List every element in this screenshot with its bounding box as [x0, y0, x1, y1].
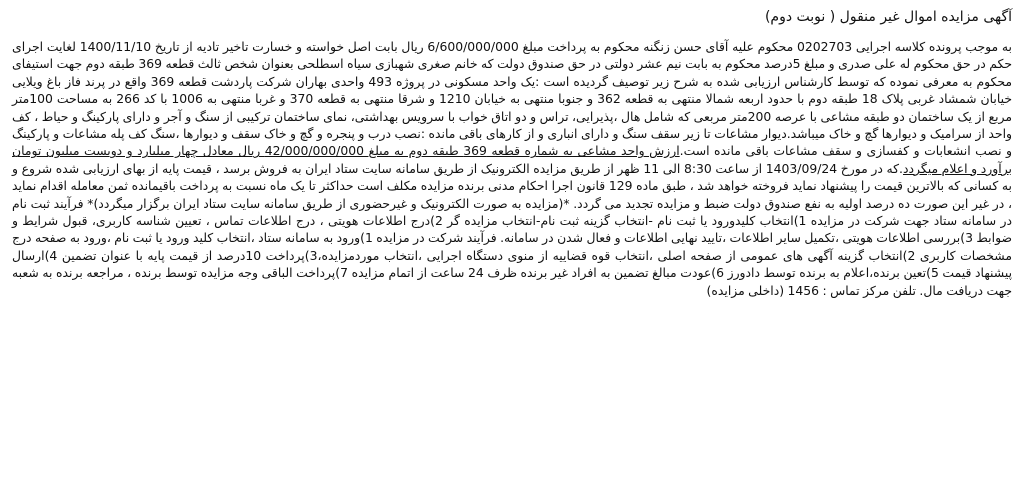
notice-title: آگهی مزایده اموال غیر منقول ( نوبت دوم)	[764, 9, 1012, 25]
notice-body-valuation: ارزش واحد مشاعی به شماره قطعه 369 طبقه دوم به مبلغ 42/000/000/000 ریال معادل چهار میلیارد و دویست میلیون تومان برآورد و اعلام میگردد	[12, 143, 1012, 176]
notice-body	[12, 38, 1012, 299]
notice-body-part2: .که در مورخ 1403/09/24 از ساعت 8:30 الی 11 ظهر از طریق مزایده الکترونیک از طریق سامانه سایت ستاد ایران به فروش برسد ، قیمت پایه از بهای ارزیابی شده شروع و به کسانی که بالاترین قیمت را پیشنهاد نماید فروخته خواهد شد ، طبق ماده 129 قانون اجرا احکام مدنی برنده مزایده مکلف است حداکثر تا یک ماه نسبت به پرداخت باقیمانده ثمن معامله اقدام نماید ، در غیر این صورت ده درصد اولیه به نفع صندوق دولت ضبط و مزایده تجدید می گردد. *(مزایده به صورت الکترونیک و غیرحضوری از طریق سامانه سایت ستاد ایران برگزار میگردد)* فرآیند ثبت نام در سامانه ستاد جهت شرکت در مزایده 1)انتخاب کلیدورود یا ثبت نام -انتخاب گزینه ثبت نام-انتخاب مزایده گر 2)درج اطلاعات هویتی ، درج اطلاعات تماس ، تعیین شناسه کاربری، قبول شرایط و ضوابط 3)بررسی اطلاعات هویتی ،تکمیل سایر اطلاعات ،تایید نهایی اطلاعات و فعال شدن در سامانه. فرآیند شرکت در مزایده 1)ورود به سامانه ستاد ،انتخاب کلید ورود یا ثبت نام ،ورود به صفحه درج مشخصات کاربری 2)انتخاب گزینه آگهی های عمومی از صفحه اصلی ،انتخاب قوه قضاییه از منوی دستگاه اجرایی ،انتخاب موردمزایده،3)پرداخت 10درصد از قیمت پایه با عنوان تضمین 4)ارسال پیشنهاد قیمت 5)تعین برنده،اعلام به برنده توسط دادورز 6)عودت مبالغ تضمین به افراد غیر برنده ظرف 24 ساعت از اتمام مزایده 7)پرداخت الباقی وجه مزایده توسط برنده ، مراجعه برنده به شعبه جهت دریافت مال. تلفن مرکز تماس : 1456 (داخلی مزایده)	[12, 160, 1013, 298]
notice-body-part1: به موجب پرونده کلاسه اجرایی 0202703 محکوم علیه آقای حسن زنگنه محکوم به پرداخت مبلغ 6/600/000/000 ریال بابت اصل خواسته و خسارت تاخیر تادیه از تاریخ 1400/11/10 لغایت اجرای حکم در حق محکوم له علی صدری و مبلغ 5درصد محکوم به بابت نیم عشر دولتی در حق صندوق دولت که خانم صغری شهبازی سیاه اسطلحی بعنوان شخص ثالث قطعه 369 طبقه دوم جهت استیفای محکوم به معرفی نموده که توسط کارشناس ارزیابی شده به شرح زیر توصیف گردیده است :یک واحد مسکونی در پروژه 493 واحدی بهاران شرکت پاردشت قطعه 369 واقع در پرند فاز باغ ویلایی خیابان شمشاد غربی پلاک 18 طبقه دوم با حدود اربعه شمالا منتهی به قطعه 362 و جنوبا منتهی به خیابان 1210 و شرقا منتهی به قطعه 370 و غربا منتهی به 1006 با کد 266 به مساحت 100متر مربع از یک ساختمان دو طبقه مشاعی با عرصه 200متر مربعی که شامل هال ،پذیرایی، تراس و دو اتاق خواب با سرویس بهداشتی، نمای ساختمان ترکیبی از سنگ و آجر و دارای پارکینگ و حیاط ، کف واحد از سرامیک و دیوارها گچ و خاک میباشد.دیوار مشاعات تا زیر سقف سنگ و دارای انباری و از کارهای باقی مانده :نصب درب و پنجره و گچ و خاک سقف و دیوارها ،سنگ کف پله مشاعات و پارکینگ و نصب انشعابات و کفسازی و سقف مشاعات باقی مانده است.	[12, 39, 1013, 159]
